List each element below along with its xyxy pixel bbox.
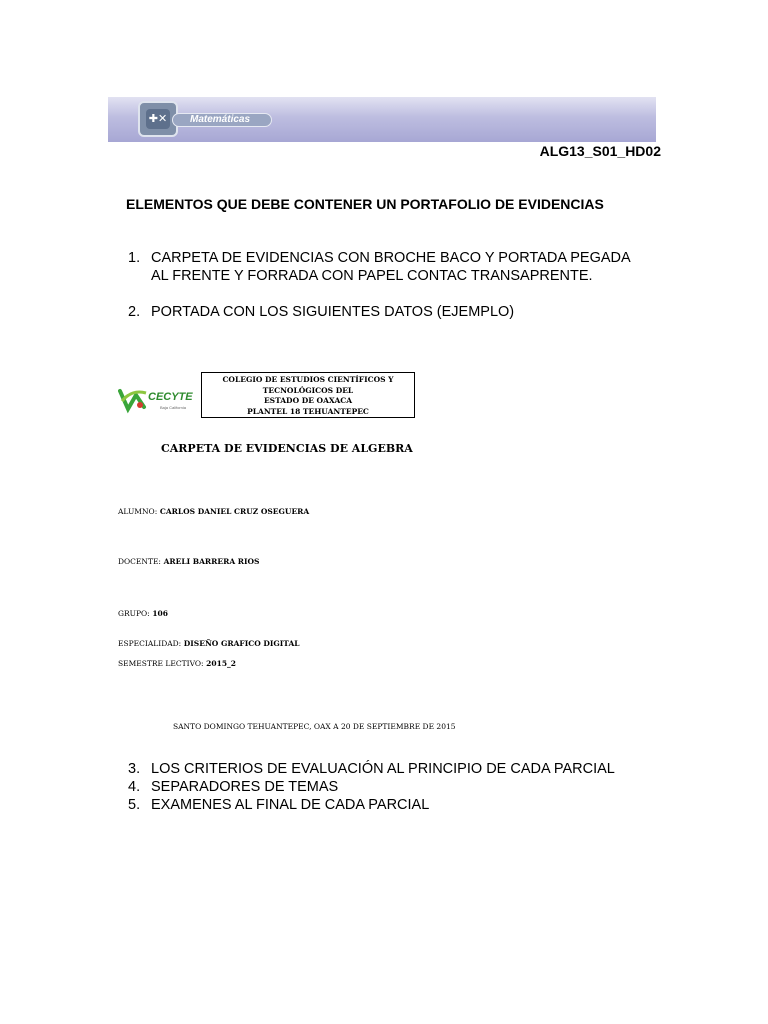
field-specialty: ESPECIALIDAD: DISEÑO GRAFICO DIGITAL [118,639,300,648]
place-date: SANTO DOMINGO TEHUANTEPEC, OAX A 20 DE SEPTIEMBRE DE 2015 [173,722,456,731]
field-group: GRUPO: 106 [118,609,168,618]
banner-title: Matemáticas [190,114,251,125]
cecyte-logo-subtext: Baja California [160,405,187,410]
cecyte-logo-text: CECYTE [148,391,193,403]
math-logo-icon: ✚✕ [138,101,178,137]
page-title: ELEMENTOS QUE DEBE CONTENER UN PORTAFOLIO DE EVIDENCIAS [126,196,604,212]
header-banner [108,97,656,142]
cover-title: CARPETA DE EVIDENCIAS DE ALGEBRA [161,442,413,455]
document-code: ALG13_S01_HD02 [539,143,661,159]
field-semester: SEMESTRE LECTIVO: 2015_2 [118,659,237,668]
field-student: ALUMNO: CARLOS DANIEL CRUZ OSEGUERA [118,507,310,516]
school-name-box: COLEGIO DE ESTUDIOS CIENTÍFICOS Y TECNOLÓGICOS DEL ESTADO DE OAXACA PLANTEL 18 TEHUANTEPEC [201,372,415,418]
field-teacher: DOCENTE: ARELI BARRERA RIOS [118,557,260,566]
